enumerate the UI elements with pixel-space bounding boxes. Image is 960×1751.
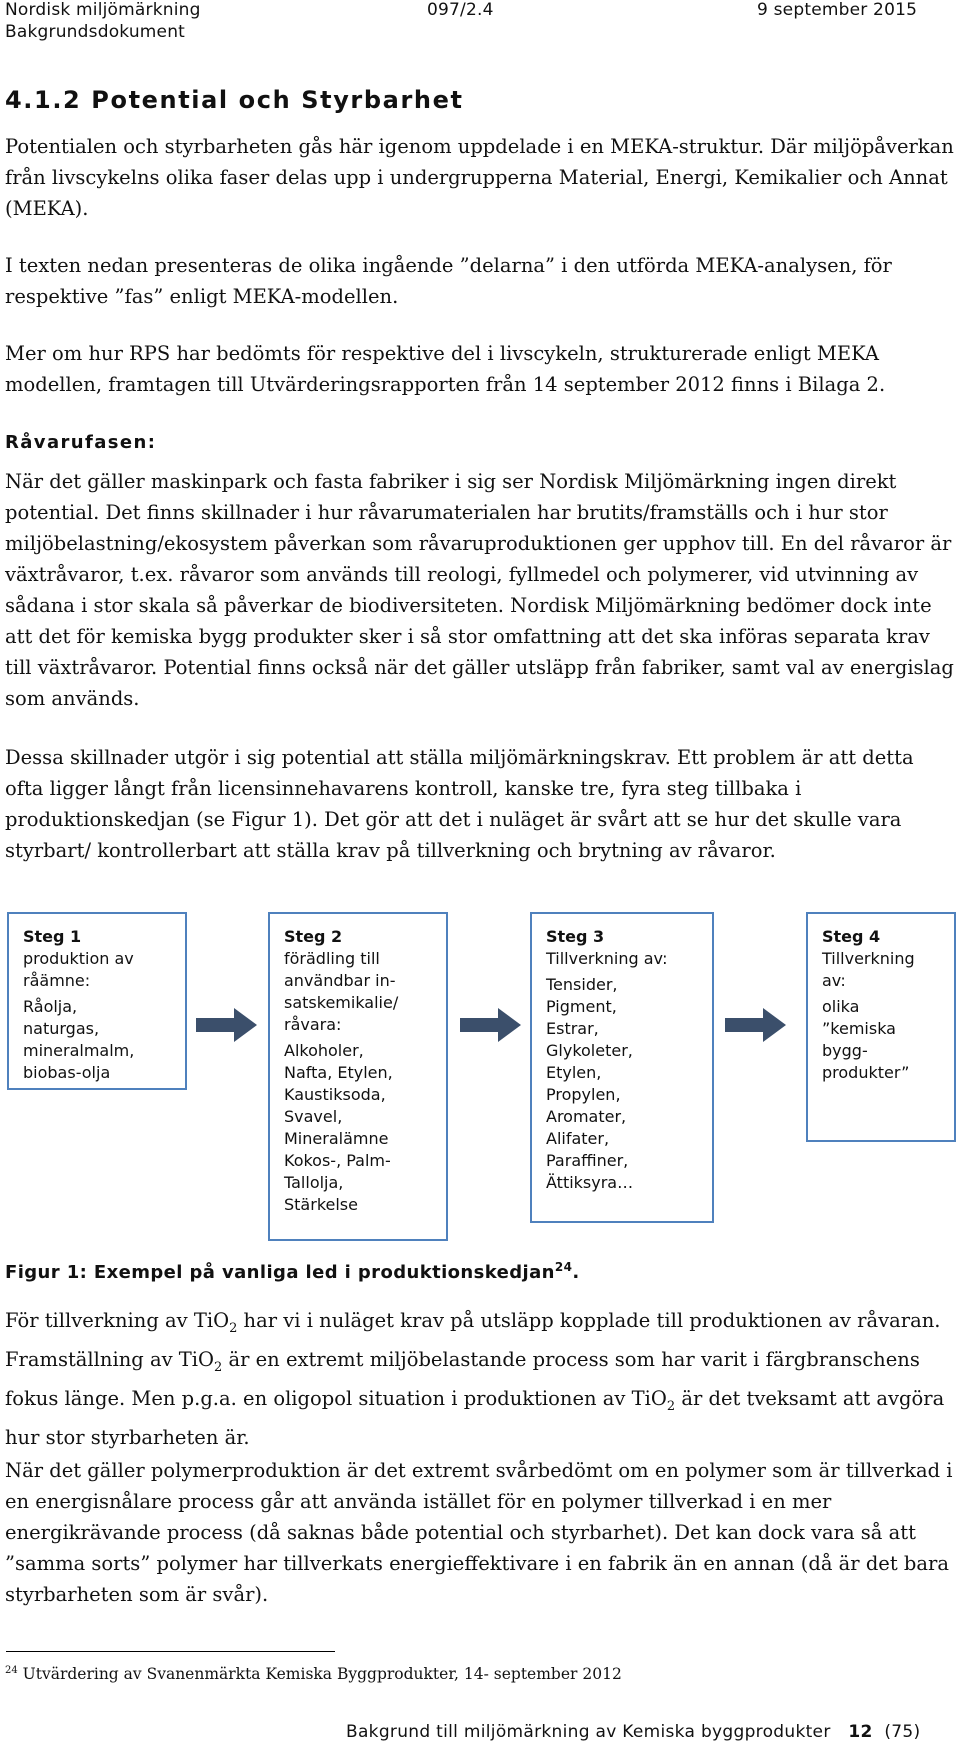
step-1-item: mineralmalm, bbox=[23, 1041, 135, 1060]
step-3-item: Propylen, bbox=[546, 1085, 621, 1104]
step-1-item: Råolja, bbox=[23, 997, 78, 1016]
caption-footnote-ref: 24 bbox=[554, 1260, 573, 1274]
step-2-box bbox=[268, 912, 448, 1241]
step-2-item: Stärkelse bbox=[284, 1195, 358, 1214]
step-1-title: Steg 1 bbox=[23, 927, 82, 946]
step-2-title: Steg 2 bbox=[284, 927, 343, 946]
step-2-subtitle-line: förädling till bbox=[284, 949, 380, 968]
step-4-box bbox=[806, 912, 956, 1142]
header-org: Nordisk miljömärkning bbox=[5, 0, 201, 20]
footnote-divider bbox=[6, 1651, 335, 1652]
step-3-item: Pigment, bbox=[546, 997, 617, 1016]
step-3-item: Tensider, bbox=[546, 975, 618, 994]
ravaru-heading: Råvarufasen: bbox=[5, 432, 157, 453]
step-4-item: bygg- bbox=[822, 1041, 868, 1060]
page-total: (75) bbox=[884, 1722, 921, 1742]
tio2-paragraph: För tillverkning av TiO$_2$ har vi i nuläget krav på utsläpp kopplade till produktionen av råvaran. Framställning av TiO$_2$ är en extremt miljöbelastande process som har varit i färgbranschens fokus länge. Men p.g.a. en oligopol situation i produktionen av TiO$_2$ är det tveksamt att avgöra hur stor styrbarheten är. bbox=[5, 1309, 945, 1449]
step-4-subtitle-line: av: bbox=[822, 971, 846, 990]
step-2-item: Mineralämne bbox=[284, 1129, 389, 1148]
step-4-item: produkter” bbox=[822, 1063, 910, 1082]
header-doc-number: 097/2.4 bbox=[427, 0, 494, 20]
step-1-box bbox=[7, 912, 187, 1090]
arrow-right-icon bbox=[196, 1005, 258, 1045]
step-1-item: naturgas, bbox=[23, 1019, 100, 1038]
step-3-item: Estrar, bbox=[546, 1019, 599, 1038]
intro-paragraph-1: Potentialen och styrbarheten gås här igenom uppdelade i en MEKA-struktur. Där miljöpåverkan från livscykelns olika faser delas upp i undergrupperna Material, Energi, Kemikalier och Annat (MEKA). bbox=[5, 135, 954, 220]
step-3-item: Alifater, bbox=[546, 1129, 610, 1148]
polymer-paragraph: När det gäller polymerproduktion är det extremt svårbedömt om en polymer som är tillverkad i en energisnålare process går att använda istället för en polymer tillverkad i en mer energikrävande process (då saknas både potential och styrbarhet). Det kan dock vara så att ”samma sorts” polymer har tillverkats energieffektivare i en fabrik än en annan (då är det bara styrbarheten som är svår). bbox=[5, 1459, 953, 1606]
step-3-item: Etylen, bbox=[546, 1063, 602, 1082]
step-1-subtitle-line: produktion av bbox=[23, 949, 134, 968]
arrow-right-icon bbox=[725, 1005, 787, 1045]
ravaru-paragraph-1: När det gäller maskinpark och fasta fabriker i sig ser Nordisk Miljömärkning ingen direkt potential. Det finns skillnader i hur råvarumaterialen har brutits/framställs och i hur stor miljöbelastning/ekosystem påverkan som råvaruproduktionen ger upphov till. En del råvaror är växtråvaror, t.ex. råvaror som används till reologi, fyllmedel och polymerer, vid utvinning av sådana i stor skala så påverkar de biodiversiteten. Nordisk Miljömärkning bedömer dock inte att det för kemiska bygg produkter sker i så stor omfattning att det ska införas separata krav till växtråvaror. Potential finns också när det gäller utsläpp från fabriker, samt val av energislag som används. bbox=[5, 470, 954, 710]
step-2-item: Nafta, Etylen, bbox=[284, 1063, 393, 1082]
step-3-item: Ättiksyra… bbox=[546, 1173, 634, 1192]
step-2-subtitle-line: satskemikalie/ bbox=[284, 993, 399, 1012]
step-1-subtitle-line: råämne: bbox=[23, 971, 91, 990]
step-2-item: Alkoholer, bbox=[284, 1041, 364, 1060]
step-3-item: Aromater, bbox=[546, 1107, 627, 1126]
step-4-item: olika bbox=[822, 997, 860, 1016]
step-2-item: Tallolja, bbox=[284, 1173, 344, 1192]
intro-paragraph-2: I texten nedan presenteras de olika ingående ”delarna” i den utförda MEKA-analysen, för respektive ”fas” enligt MEKA-modellen. bbox=[5, 254, 892, 308]
footnote: $^{24}$ Utvärdering av Svanenmärkta Kemiska Byggprodukter, 14- september 2012 bbox=[5, 1665, 622, 1684]
page-number: 12 bbox=[848, 1722, 873, 1742]
figure-caption: Figur 1: Exempel på vanliga led i produktionskedjan$^{24}$. bbox=[5, 1260, 580, 1283]
ravaru-paragraph-2: Dessa skillnader utgör i sig potential att ställa miljömärkningskrav. Ett problem är att detta ofta ligger långt från licensinnehavarens kontroll, kanske tre, fyra steg tillbaka i produktionskedjan (se Figur 1). Det gör att det i nuläget är svårt att se hur det skulle vara styrbart/ kontrollerbart att ställa krav på tillverkning och brytning av råvaror. bbox=[5, 746, 914, 862]
step-3-item: Paraffiner, bbox=[546, 1151, 629, 1170]
intro-paragraph-3: Mer om hur RPS har bedömts för respektive del i livscykeln, strukturerade enligt MEKA modellen, framtagen till Utvärderingsrapporten från 14 september 2012 finns i Bilaga 2. bbox=[5, 342, 886, 396]
step-4-subtitle-line: Tillverkning bbox=[822, 949, 915, 968]
arrow-right-icon bbox=[460, 1005, 522, 1045]
step-2-item: Kaustiksoda, bbox=[284, 1085, 386, 1104]
header-date: 9 september 2015 bbox=[757, 0, 918, 20]
step-3-item: Glykoleter, bbox=[546, 1041, 633, 1060]
step-4-title: Steg 4 bbox=[822, 927, 881, 946]
footer-text: Bakgrund till miljömärkning av Kemiska byggprodukter bbox=[346, 1722, 831, 1742]
step-4-item: ”kemiska bbox=[822, 1019, 896, 1038]
step-2-subtitle-line: användbar in- bbox=[284, 971, 396, 990]
step-2-item: Svavel, bbox=[284, 1107, 343, 1126]
step-3-subtitle-line: Tillverkning av: bbox=[546, 949, 668, 968]
section-title: 4.1.2 Potential och Styrbarhet bbox=[5, 86, 464, 114]
page-footer bbox=[346, 1722, 920, 1742]
step-3-title: Steg 3 bbox=[546, 927, 605, 946]
step-3-box bbox=[530, 912, 714, 1223]
step-2-item: Kokos-, Palm- bbox=[284, 1151, 391, 1170]
header-doc-type: Bakgrundsdokument bbox=[5, 22, 186, 42]
step-1-item: biobas-olja bbox=[23, 1063, 111, 1082]
step-2-subtitle-line: råvara: bbox=[284, 1015, 342, 1034]
